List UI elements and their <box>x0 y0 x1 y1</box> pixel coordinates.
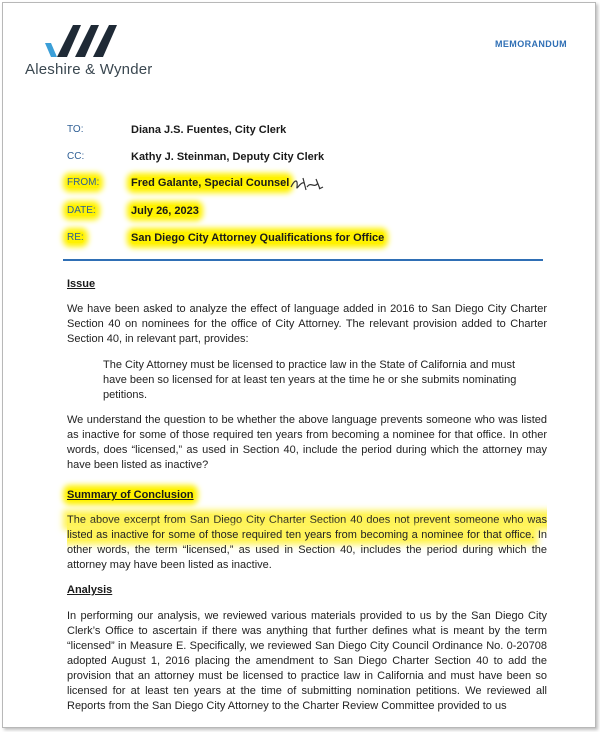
cc-label: CC: <box>67 151 85 162</box>
header-divider <box>63 259 543 261</box>
re-label: RE: <box>67 232 84 243</box>
summary-paragraph <box>67 513 547 573</box>
cc-value: Kathy J. Steinman, Deputy City Clerk <box>131 151 325 163</box>
issue-paragraph: We have been asked to analyze the effect of language added in 2016 to San Diego City Charter Section 40 on nominees for the office of City Attorney. The relevant provision added to Charter Section 40, in relevant part, provides: <box>67 303 547 345</box>
firm-name: Aleshire & Wynder <box>25 61 153 78</box>
issue-heading: Issue <box>67 278 96 290</box>
date-value: July 26, 2023 <box>131 205 199 217</box>
memorandum-label: MEMORANDUM <box>495 39 567 49</box>
to-value: Diana J.S. Fuentes, City Clerk <box>131 124 287 136</box>
issue-question-paragraph: We understand the question to be whether the above language prevents someone who was listed as inactive for some of those required ten years from becoming a nominee for that office. In other words, does “licensed,” as used in Section 40, include the period during which the attorney may have been listed as inactive? <box>67 414 547 471</box>
signature-icon <box>289 175 325 193</box>
summary-highlighted-text: The above excerpt from San Diego City Charter Section 40 does not prevent someone who was listed as inactive for some of those required ten years from becoming a nominee for that office. <box>67 514 547 541</box>
to-label: TO: <box>67 124 84 135</box>
re-value: San Diego City Attorney Qualifications for Office <box>131 232 385 244</box>
quoted-provision: The City Attorney must be licensed to practice law in the State of California and must have been so licensed for at least ten years at the time he or she submits nominating petitions. <box>103 359 517 401</box>
memo-page <box>2 2 596 728</box>
summary-heading: Summary of Conclusion <box>67 489 194 501</box>
summary-rest-text: In other words, the term “licensed,” as used in Section 40, includes the period during which the attorney may have been listed as inactive. <box>67 529 548 571</box>
from-value: Fred Galante, Special Counsel <box>131 177 290 189</box>
analysis-heading: Analysis <box>67 584 113 596</box>
date-label: DATE: <box>67 205 96 216</box>
analysis-paragraph: In performing our analysis, we reviewed various materials provided to us by the San Diego City Clerk’s Office to ascertain if there was anything that further defines what is meant by the term “licensed” in Measure E. Specifically, we reviewed San Diego City Council Ordinance No. 0-20708 adopted August 1, 2016 placing the amendment to San Diego Charter Section 40 to add the provision that an attorney must be licensed to practice law in California and must have been so licensed for at least ten years at the time of submitting nomination petitions. We reviewed all Reports from the San Diego City Attorney to the Charter Review Committee provided to us <box>67 610 547 712</box>
firm-logo-mark-icon <box>45 21 131 57</box>
firm-logo <box>25 21 165 83</box>
from-label: FROM: <box>67 177 100 188</box>
